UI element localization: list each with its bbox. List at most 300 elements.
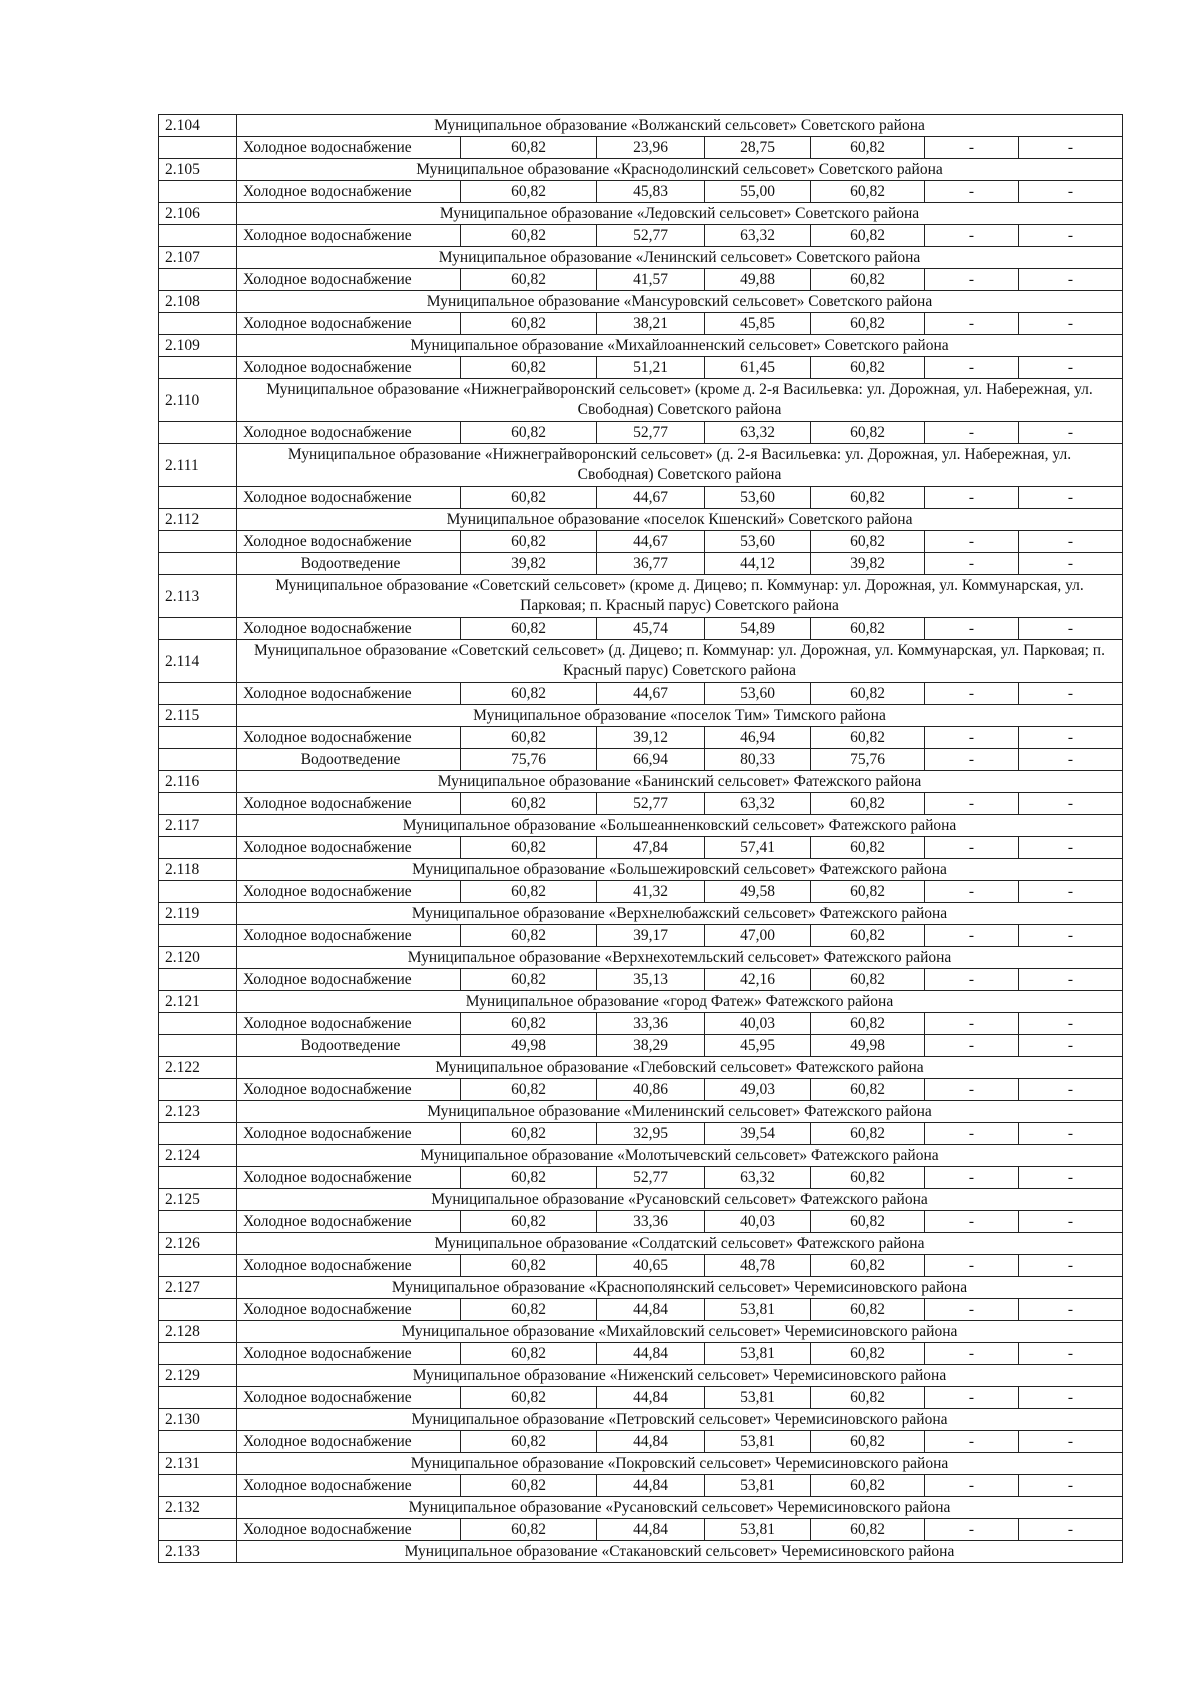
service-row: [159, 925, 1123, 947]
tariff-value: 60,82: [461, 881, 597, 903]
service-name: Холодное водоснабжение: [237, 793, 461, 815]
row-number: 2.126: [159, 1233, 237, 1255]
tariff-value: 23,96: [597, 137, 705, 159]
tariff-value: -: [1019, 1431, 1123, 1453]
row-number-empty: [159, 422, 237, 444]
tariff-value: 44,84: [597, 1431, 705, 1453]
municipality-header-row: [159, 1409, 1123, 1431]
tariff-value: 60,82: [461, 727, 597, 749]
municipality-header-row: [159, 115, 1123, 137]
tariff-value: 40,65: [597, 1255, 705, 1277]
row-number: 2.111: [159, 444, 237, 487]
tariff-value: -: [1019, 1387, 1123, 1409]
tariff-value: -: [1019, 1035, 1123, 1057]
service-name: Холодное водоснабжение: [237, 1343, 461, 1365]
service-row: [159, 727, 1123, 749]
tariff-value: 45,74: [597, 618, 705, 640]
row-number-empty: [159, 487, 237, 509]
tariff-value: -: [925, 422, 1019, 444]
tariff-value: 60,82: [811, 531, 925, 553]
service-name: Холодное водоснабжение: [237, 422, 461, 444]
tariff-value: -: [1019, 837, 1123, 859]
service-row: [159, 618, 1123, 640]
tariff-value: 49,98: [811, 1035, 925, 1057]
row-number: 2.105: [159, 159, 237, 181]
municipality-title: Муниципальное образование «Петровский сельсовет» Черемисиновского района: [237, 1409, 1123, 1431]
municipality-title: Муниципальное образование «поселок Кшенский» Советского района: [237, 509, 1123, 531]
tariff-value: -: [925, 1299, 1019, 1321]
row-number-empty: [159, 1343, 237, 1365]
tariff-value: 44,84: [597, 1387, 705, 1409]
row-number-empty: [159, 618, 237, 640]
service-name: Холодное водоснабжение: [237, 1475, 461, 1497]
tariff-value: -: [1019, 487, 1123, 509]
tariff-value: -: [1019, 1255, 1123, 1277]
tariff-value: 60,82: [461, 969, 597, 991]
tariff-value: -: [1019, 881, 1123, 903]
tariff-value: 75,76: [461, 749, 597, 771]
service-name: Водоотведение: [237, 749, 461, 771]
tariff-value: 44,84: [597, 1475, 705, 1497]
tariff-value: 60,82: [811, 1079, 925, 1101]
tariff-value: -: [1019, 1167, 1123, 1189]
municipality-title: Муниципальное образование «Большежировский сельсовет» Фатежского района: [237, 859, 1123, 881]
tariff-value: 53,81: [705, 1387, 811, 1409]
tariff-value: -: [925, 1123, 1019, 1145]
municipality-header-row: [159, 903, 1123, 925]
tariff-value: -: [925, 313, 1019, 335]
tariff-value: 54,89: [705, 618, 811, 640]
tariff-value: 60,82: [811, 313, 925, 335]
tariff-value: 60,82: [461, 837, 597, 859]
row-number-empty: [159, 1431, 237, 1453]
row-number: 2.127: [159, 1277, 237, 1299]
tariff-value: 60,82: [811, 1519, 925, 1541]
row-number: 2.125: [159, 1189, 237, 1211]
tariff-value: 28,75: [705, 137, 811, 159]
tariff-value: 60,82: [811, 357, 925, 379]
municipality-header-row: [159, 815, 1123, 837]
row-number-empty: [159, 969, 237, 991]
tariff-value: -: [925, 749, 1019, 771]
tariff-value: -: [925, 1167, 1019, 1189]
service-name: Холодное водоснабжение: [237, 137, 461, 159]
service-name: Холодное водоснабжение: [237, 487, 461, 509]
municipality-title: Муниципальное образование «Михайловский сельсовет» Черемисиновского района: [237, 1321, 1123, 1343]
service-row: [159, 969, 1123, 991]
tariff-value: 60,82: [811, 137, 925, 159]
row-number-empty: [159, 1035, 237, 1057]
municipality-header-row: [159, 203, 1123, 225]
row-number-empty: [159, 1299, 237, 1321]
municipality-header-row: [159, 859, 1123, 881]
tariff-value: 60,82: [811, 1211, 925, 1233]
municipality-header-row: [159, 1541, 1123, 1563]
tariff-value: 60,82: [461, 1431, 597, 1453]
tariff-value: 60,82: [811, 618, 925, 640]
row-number: 2.117: [159, 815, 237, 837]
tariff-value: 52,77: [597, 225, 705, 247]
row-number: 2.129: [159, 1365, 237, 1387]
municipality-header-row: [159, 159, 1123, 181]
municipality-title: Муниципальное образование «Молотычевский сельсовет» Фатежского района: [237, 1145, 1123, 1167]
tariff-value: 60,82: [811, 1431, 925, 1453]
tariff-value: 60,82: [811, 181, 925, 203]
tariff-value: 60,82: [811, 1299, 925, 1321]
row-number-empty: [159, 269, 237, 291]
row-number-empty: [159, 1167, 237, 1189]
tariff-value: -: [1019, 1299, 1123, 1321]
tariff-value: 60,82: [461, 487, 597, 509]
tariff-value: 60,82: [811, 1255, 925, 1277]
tariff-value: -: [1019, 749, 1123, 771]
tariff-value: -: [925, 1475, 1019, 1497]
municipality-title: Муниципальное образование «Советский сельсовет» (д. Дицево; п. Коммунар: ул. Дорожная, ул. Коммунарская, ул. Парковая; п. Красный парус) Советского района: [237, 640, 1123, 683]
service-row: [159, 1431, 1123, 1453]
tariff-value: -: [925, 531, 1019, 553]
service-row: [159, 357, 1123, 379]
tariff-value: 60,82: [461, 1079, 597, 1101]
tariff-value: -: [925, 1343, 1019, 1365]
service-row: [159, 1343, 1123, 1365]
municipality-header-row: [159, 640, 1123, 683]
tariff-value: 66,94: [597, 749, 705, 771]
tariff-value: 55,00: [705, 181, 811, 203]
tariff-value: -: [925, 1387, 1019, 1409]
row-number: 2.132: [159, 1497, 237, 1519]
municipality-title: Муниципальное образование «Стакановский сельсовет» Черемисиновского района: [237, 1541, 1123, 1563]
tariff-value: -: [925, 137, 1019, 159]
tariff-value: 44,12: [705, 553, 811, 575]
tariff-value: 53,60: [705, 531, 811, 553]
tariff-value: 33,36: [597, 1013, 705, 1035]
municipality-title: Муниципальное образование «Ниженский сельсовет» Черемисиновского района: [237, 1365, 1123, 1387]
tariff-value: -: [925, 925, 1019, 947]
service-name: Холодное водоснабжение: [237, 925, 461, 947]
row-number: 2.110: [159, 379, 237, 422]
row-number-empty: [159, 553, 237, 575]
tariff-value: 38,29: [597, 1035, 705, 1057]
tariff-value: -: [925, 553, 1019, 575]
row-number: 2.113: [159, 575, 237, 618]
municipality-header-row: [159, 1057, 1123, 1079]
service-name: Холодное водоснабжение: [237, 1387, 461, 1409]
municipality-title: Муниципальное образование «Михайлоанненский сельсовет» Советского района: [237, 335, 1123, 357]
row-number: 2.122: [159, 1057, 237, 1079]
tariff-value: -: [1019, 1079, 1123, 1101]
municipality-header-row: [159, 1189, 1123, 1211]
service-row: [159, 225, 1123, 247]
tariff-value: 60,82: [811, 1387, 925, 1409]
row-number-empty: [159, 181, 237, 203]
tariff-value: 60,82: [461, 1299, 597, 1321]
municipality-header-row: [159, 509, 1123, 531]
service-name: Холодное водоснабжение: [237, 1123, 461, 1145]
row-number-empty: [159, 1079, 237, 1101]
municipality-title: Муниципальное образование «Нижнеграйворонский сельсовет» (кроме д. 2-я Васильевка: ул. Дорожная, ул. Набережная, ул. Свободная) Советского района: [237, 379, 1123, 422]
row-number: 2.108: [159, 291, 237, 313]
row-number-empty: [159, 881, 237, 903]
tariff-value: 40,86: [597, 1079, 705, 1101]
municipality-title: Муниципальное образование «Верхнехотемльский сельсовет» Фатежского района: [237, 947, 1123, 969]
tariff-value: -: [925, 1013, 1019, 1035]
tariff-value: 60,82: [461, 1167, 597, 1189]
municipality-title: Муниципальное образование «город Фатеж» Фатежского района: [237, 991, 1123, 1013]
service-row: [159, 837, 1123, 859]
service-row: [159, 881, 1123, 903]
service-name: Холодное водоснабжение: [237, 357, 461, 379]
tariff-value: 60,82: [811, 969, 925, 991]
row-number-empty: [159, 357, 237, 379]
service-name: Холодное водоснабжение: [237, 1211, 461, 1233]
tariff-value: -: [925, 269, 1019, 291]
row-number: 2.104: [159, 115, 237, 137]
service-name: Холодное водоснабжение: [237, 837, 461, 859]
service-name: Холодное водоснабжение: [237, 313, 461, 335]
row-number-empty: [159, 137, 237, 159]
service-name: Холодное водоснабжение: [237, 181, 461, 203]
service-row: [159, 1299, 1123, 1321]
municipality-title: Муниципальное образование «Солдатский сельсовет» Фатежского района: [237, 1233, 1123, 1255]
tariff-value: -: [925, 1255, 1019, 1277]
tariff-value: 60,82: [811, 881, 925, 903]
tariff-value: -: [925, 727, 1019, 749]
service-row: [159, 531, 1123, 553]
tariff-value: -: [925, 181, 1019, 203]
row-number: 2.128: [159, 1321, 237, 1343]
tariff-value: 41,32: [597, 881, 705, 903]
tariff-value: 40,03: [705, 1211, 811, 1233]
service-name: Холодное водоснабжение: [237, 618, 461, 640]
row-number: 2.107: [159, 247, 237, 269]
tariff-value: -: [1019, 137, 1123, 159]
municipality-title: Муниципальное образование «Краснодолинский сельсовет» Советского района: [237, 159, 1123, 181]
tariff-value: 61,45: [705, 357, 811, 379]
row-number: 2.109: [159, 335, 237, 357]
row-number-empty: [159, 1013, 237, 1035]
tariff-value: -: [1019, 969, 1123, 991]
tariff-value: 44,84: [597, 1299, 705, 1321]
tariff-value: 63,32: [705, 225, 811, 247]
municipality-title: Муниципальное образование «Нижнеграйворонский сельсовет» (д. 2-я Васильевка: ул. Дорожная, ул. Набережная, ул. Свободная) Советского района: [237, 444, 1123, 487]
municipality-title: Муниципальное образование «Русановский сельсовет» Фатежского района: [237, 1189, 1123, 1211]
tariff-value: -: [1019, 269, 1123, 291]
tariff-value: 60,82: [811, 1013, 925, 1035]
tariff-value: 60,82: [461, 1519, 597, 1541]
tariff-value: -: [1019, 422, 1123, 444]
row-number-empty: [159, 837, 237, 859]
tariff-value: 42,16: [705, 969, 811, 991]
service-row: [159, 1123, 1123, 1145]
municipality-header-row: [159, 1365, 1123, 1387]
tariff-value: 44,84: [597, 1343, 705, 1365]
row-number: 2.118: [159, 859, 237, 881]
tariff-value: 39,82: [811, 553, 925, 575]
row-number-empty: [159, 313, 237, 335]
tariff-value: 60,82: [461, 683, 597, 705]
municipality-title: Муниципальное образование «Банинский сельсовет» Фатежского района: [237, 771, 1123, 793]
service-row: [159, 1255, 1123, 1277]
tariff-value: 49,98: [461, 1035, 597, 1057]
tariff-value: 53,81: [705, 1519, 811, 1541]
municipality-title: Муниципальное образование «Большеанненковский сельсовет» Фатежского района: [237, 815, 1123, 837]
service-row: [159, 1475, 1123, 1497]
row-number-empty: [159, 683, 237, 705]
service-name: Водоотведение: [237, 1035, 461, 1057]
row-number-empty: [159, 727, 237, 749]
service-row: [159, 749, 1123, 771]
tariff-value: -: [1019, 181, 1123, 203]
tariff-value: 32,95: [597, 1123, 705, 1145]
tariff-value: -: [925, 683, 1019, 705]
row-number: 2.121: [159, 991, 237, 1013]
municipality-title: Муниципальное образование «Волжанский сельсовет» Советского района: [237, 115, 1123, 137]
tariff-value: 60,82: [461, 137, 597, 159]
service-row: [159, 683, 1123, 705]
tariff-value: 80,33: [705, 749, 811, 771]
tariff-value: -: [1019, 683, 1123, 705]
tariff-value: -: [1019, 357, 1123, 379]
tariff-value: 40,03: [705, 1013, 811, 1035]
tariff-value: 75,76: [811, 749, 925, 771]
municipality-title: Муниципальное образование «Советский сельсовет» (кроме д. Дицево; п. Коммунар: ул. Дорожная, ул. Коммунарская, ул. Парковая; п. Красный парус) Советского района: [237, 575, 1123, 618]
tariff-value: 39,82: [461, 553, 597, 575]
service-row: [159, 269, 1123, 291]
tariff-value: 60,82: [461, 618, 597, 640]
tariff-value: 52,77: [597, 422, 705, 444]
tariff-value: -: [925, 1519, 1019, 1541]
tariff-value: -: [1019, 1211, 1123, 1233]
tariff-value: 44,67: [597, 531, 705, 553]
tariff-value: -: [1019, 1013, 1123, 1035]
tariff-value: -: [1019, 925, 1123, 947]
service-name: Холодное водоснабжение: [237, 269, 461, 291]
service-row: [159, 487, 1123, 509]
tariff-value: 60,82: [461, 1255, 597, 1277]
municipality-title: Муниципальное образование «поселок Тим» Тимского района: [237, 705, 1123, 727]
municipality-header-row: [159, 335, 1123, 357]
tariff-value: 51,21: [597, 357, 705, 379]
row-number-empty: [159, 749, 237, 771]
municipality-header-row: [159, 1497, 1123, 1519]
municipality-title: Муниципальное образование «Глебовский сельсовет» Фатежского района: [237, 1057, 1123, 1079]
tariff-value: 60,82: [811, 1475, 925, 1497]
service-row: [159, 1013, 1123, 1035]
row-number-empty: [159, 1211, 237, 1233]
service-row: [159, 313, 1123, 335]
tariff-value: 60,82: [811, 793, 925, 815]
tariff-value: 60,82: [461, 269, 597, 291]
tariff-value: 60,82: [811, 727, 925, 749]
municipality-header-row: [159, 771, 1123, 793]
tariff-value: 53,81: [705, 1343, 811, 1365]
service-name: Холодное водоснабжение: [237, 683, 461, 705]
tariff-value: -: [1019, 313, 1123, 335]
tariff-value: 63,32: [705, 793, 811, 815]
tariff-value: 60,82: [811, 683, 925, 705]
service-row: [159, 1387, 1123, 1409]
tariff-value: -: [925, 487, 1019, 509]
row-number-empty: [159, 531, 237, 553]
municipality-header-row: [159, 444, 1123, 487]
municipality-header-row: [159, 705, 1123, 727]
tariff-value: 45,95: [705, 1035, 811, 1057]
tariff-value: 49,58: [705, 881, 811, 903]
service-name: Холодное водоснабжение: [237, 1079, 461, 1101]
tariff-value: -: [925, 969, 1019, 991]
tariff-value: 53,60: [705, 487, 811, 509]
service-name: Холодное водоснабжение: [237, 727, 461, 749]
service-name: Холодное водоснабжение: [237, 531, 461, 553]
tariff-value: 44,84: [597, 1519, 705, 1541]
municipality-header-row: [159, 575, 1123, 618]
tariff-value: 60,82: [461, 1387, 597, 1409]
tariff-value: 52,77: [597, 1167, 705, 1189]
municipality-title: Муниципальное образование «Ленинский сельсовет» Советского района: [237, 247, 1123, 269]
row-number: 2.112: [159, 509, 237, 531]
row-number: 2.115: [159, 705, 237, 727]
tariff-value: -: [1019, 1123, 1123, 1145]
tariff-value: 60,82: [461, 793, 597, 815]
tariff-value: 60,82: [461, 1211, 597, 1233]
tariff-value: 60,82: [461, 531, 597, 553]
service-row: [159, 1079, 1123, 1101]
row-number: 2.123: [159, 1101, 237, 1123]
municipality-header-row: [159, 1233, 1123, 1255]
service-name: Холодное водоснабжение: [237, 225, 461, 247]
tariff-value: -: [1019, 618, 1123, 640]
tariff-value: -: [1019, 793, 1123, 815]
tariff-value: 53,81: [705, 1431, 811, 1453]
service-name: Холодное водоснабжение: [237, 1167, 461, 1189]
tariff-value: 53,60: [705, 683, 811, 705]
service-row: [159, 137, 1123, 159]
tariff-value: -: [925, 881, 1019, 903]
municipality-header-row: [159, 1453, 1123, 1475]
service-row: [159, 553, 1123, 575]
tariff-value: 36,77: [597, 553, 705, 575]
tariff-value: -: [1019, 1519, 1123, 1541]
tariff-value: 39,54: [705, 1123, 811, 1145]
tariff-value: -: [1019, 553, 1123, 575]
row-number: 2.106: [159, 203, 237, 225]
tariff-value: 60,82: [461, 1343, 597, 1365]
row-number: 2.131: [159, 1453, 237, 1475]
tariff-value: -: [925, 1079, 1019, 1101]
tariff-value: 53,81: [705, 1299, 811, 1321]
tariff-value: -: [1019, 1343, 1123, 1365]
tariff-value: 35,13: [597, 969, 705, 991]
tariff-value: 47,00: [705, 925, 811, 947]
tariff-table-body: [159, 115, 1123, 1563]
tariff-value: 49,88: [705, 269, 811, 291]
row-number-empty: [159, 793, 237, 815]
tariff-value: -: [925, 1431, 1019, 1453]
tariff-value: 45,83: [597, 181, 705, 203]
row-number: 2.120: [159, 947, 237, 969]
row-number-empty: [159, 1255, 237, 1277]
municipality-title: Муниципальное образование «Мансуровский сельсовет» Советского района: [237, 291, 1123, 313]
tariff-value: -: [925, 793, 1019, 815]
tariff-value: 60,82: [461, 1123, 597, 1145]
municipality-header-row: [159, 991, 1123, 1013]
tariff-value: 38,21: [597, 313, 705, 335]
service-row: [159, 793, 1123, 815]
tariff-value: 60,82: [461, 1013, 597, 1035]
row-number-empty: [159, 1387, 237, 1409]
tariff-value: -: [1019, 531, 1123, 553]
municipality-header-row: [159, 1321, 1123, 1343]
